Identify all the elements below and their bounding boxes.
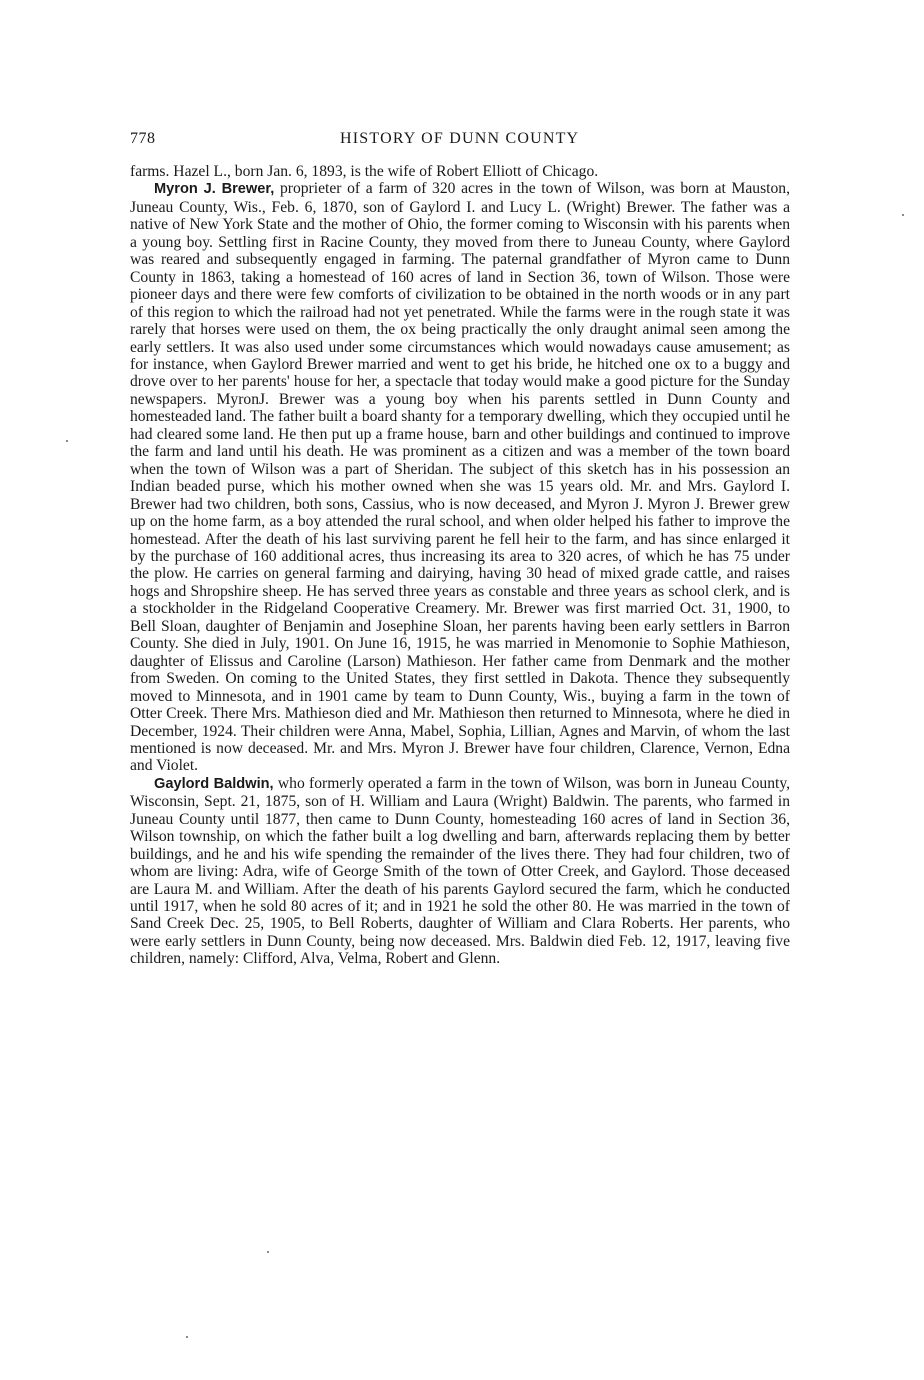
page-header — [130, 130, 790, 152]
paragraph-text: proprieter of a farm of 320 acres in the town of Wilson, was born at Mauston, Juneau County, Wis., Feb. 6, 1870, son of Gaylord I. and Lucy L. (Wright) Brewer. The father was a native of New York State and the mother of Ohio, the former coming to Wisconsin with his parents when a young boy. Settling first in Racine County, they moved from there to Juneau County, where Gaylord was reared and subsequently engaged in farming. The paternal grandfather of Myron came to Dunn County in 1863, taking a homestead of 160 acres of land in Section 36, town of Wilson. Those were pioneer days and there were few comforts of civilization to be obtained in the north woods or in any part of this region to which the railroad had not yet penetrated. While the farms were in the rough state it was rarely that horses were used on them, the ox being practically the only draught animal seen among the early settlers. It was also used under some circumstances which would nowadays cause amusement; as for instance, when Gaylord Brewer married and went to get his bride, he hitched one ox to a buggy and drove over to her parents' house for her, a spectacle that today would make a good picture for the Sunday newspapers. MyronJ. Brewer was a young boy when his parents settled in Dunn County and homesteaded land. The father built a board shanty for a temporary dwelling, which they occupied until he had cleared some land. He then put up a frame house, barn and other buildings and continued to improve the farm and land until his death. He was prominent as a citizen and was a member of the town board when the town of Wilson was a part of Sheridan. The subject of this sketch has in his possession an Indian beaded purse, which his mother owned when she was 15 years old. Mr. and Mrs. Gaylord I. Brewer had two children, both sons, Cassius, who is now deceased, and Myron J. Myron J. Brewer grew up on the home farm, as a boy attended the rural school, and when older helped his father to improve the homestead. After the death of his last surviving parent he fell heir to the farm, and has since enlarged it by the purchase of 160 additional acres, thus increasing its area to 320 acres, of which he has 75 under the plow. He carries on general farming and dairying, having 30 head of mixed grade cattle, and raises hogs and Shropshire sheep. He has served three years as constable and three years as school clerk, and is a stockholder in the Ridgeland Cooperative Creamery. Mr. Brewer was first married Oct. 31, 1900, to Bell Sloan, daughter of Benjamin and Josephine Sloan, her parents having been early settlers in Barron County. She died in July, 1901. On June 16, 1915, he was married in Menomonie to Sophie Mathieson, daughter of Elissus and Caroline (Larson) Mathieson. Her father came from Denmark and the mother from Sweden. On coming to the United States, they first settled in Dakota. Thence they subsequently moved to Minnesota, and in 1901 came by team to Dunn County, Wis., buying a farm in the town of Otter Creek. There Mrs. Mathieson died and Mr. Mathieson then returned to Minnesota, where he died in December, 1924. Their children were Anna, Mabel, Sophia, Lillian, Agnes and Marvin, of whom the last mentioned is now deceased. Mr. and Mrs. Myron J. Brewer have four children, Clarence, Vernon, Edna and Violet. — [130, 180, 790, 775]
scan-speck — [267, 1251, 269, 1253]
subject-name: Gaylord Baldwin, — [154, 775, 274, 792]
paragraph-gaylord-baldwin — [130, 775, 790, 968]
paragraph-continuation — [130, 163, 790, 180]
scan-speck — [66, 440, 68, 442]
scan-speck — [186, 1336, 188, 1338]
scan-speck — [902, 214, 904, 216]
running-title: HISTORY OF DUNN COUNTY — [340, 130, 580, 147]
body-text — [130, 163, 790, 968]
paragraph-myron-brewer — [130, 180, 790, 774]
subject-name: Myron J. Brewer, — [154, 181, 275, 198]
page-number: 778 — [130, 130, 156, 147]
paragraph-text: farms. Hazel L., born Jan. 6, 1893, is the wife of Robert Elliott of Chicago. — [130, 163, 599, 180]
paragraph-text: who formerly operated a farm in the town of Wilson, was born in Juneau County, Wisconsin, Sept. 21, 1875, son of H. William and Laura (Wright) Baldwin. The parents, who farmed in Juneau County until 1877, then came to Dunn County, homesteading 160 acres of land in Section 36, Wilson township, on which the father built a log dwelling and barn, afterwards replacing them by better buildings, and he and his wife spending the remainder of the lives there. They had four children, two of whom are living: Adra, wife of George Smith of the town of Otter Creek, and Gaylord. Those deceased are Laura M. and William. After the death of his parents Gaylord secured the farm, which he conducted until 1917, when he sold 80 acres of it; and in 1921 he sold the other 80. He was married in the town of Sand Creek Dec. 25, 1905, to Bell Roberts, daughter of William and Clara Roberts. Her parents, who were early settlers in Dunn County, being now deceased. Mrs. Baldwin died Feb. 12, 1917, leaving five children, namely: Clifford, Alva, Velma, Robert and Glenn. — [130, 774, 791, 968]
